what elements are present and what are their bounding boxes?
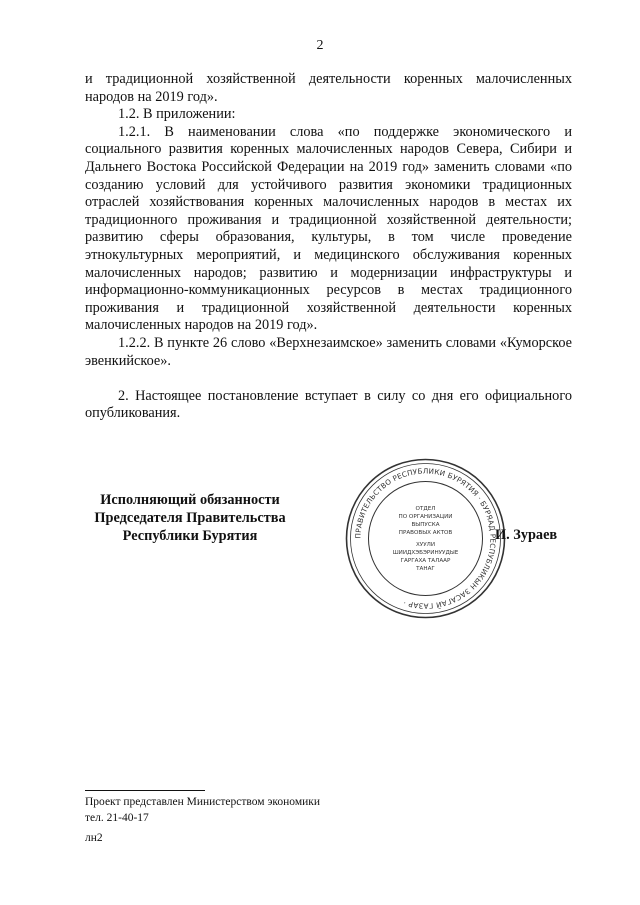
seal-inner-line: ШИИДХЭБЭРИНУУДЫЕ	[392, 550, 459, 556]
seal-inner-line: ПРАВОВЫХ АКТОВ	[398, 530, 453, 536]
seal-inner-line: ГАРГАХА ТАЛААР	[400, 558, 451, 564]
paragraph-continuation: и традиционной хозяйственной деятельности коренных малочисленных народов на 2019 год».	[85, 71, 572, 105]
seal-inner-line: ТАНАГ	[416, 566, 435, 572]
footnote-divider	[85, 790, 205, 791]
signatory-title-line: Исполняющий обязанности	[100, 492, 280, 508]
document-body	[85, 71, 572, 423]
paragraph-1-2-1: 1.2.1. В наименовании слова «по поддержке экономического и социального развития коренных малочисленных народов Севера, Сибири и Дальнего Востока Российской Федерации на 2019 год» заменить словами «по созданию условий для устойчивого развития экономики традиционных отраслей хозяйствования коренных малочисленных народов в местах их традиционного проживания и традиционной хозяйственной деятельности; развитию сферы образования, культуры, в том числе проведение этнокультурных мероприятий, и медицинского обслуживания коренных малочисленных народов; развитию и модернизации инфраструктуры и информационно-коммуникационных ресурсов в местах традиционного проживания и традиционной хозяйственной деятельности коренных малочисленных народов на 2019 год».	[85, 123, 572, 334]
official-seal	[343, 456, 508, 621]
signatory-name: И. Зураев	[495, 527, 558, 543]
paragraph-1-2: 1.2. В приложении:	[118, 106, 236, 123]
paragraph-1-2-2: 1.2.2. В пункте 26 слово «Верхнезаимское» заменить словами «Куморское эвенкийское».	[85, 334, 572, 369]
page-number: 2	[316, 38, 324, 53]
seal-inner-line: ХУУЛИ	[415, 542, 436, 548]
footnote-line: тел. 21-40-17	[85, 812, 149, 824]
file-code: лн2	[85, 832, 103, 844]
signatory-title-line: Председателя Правительства	[94, 509, 286, 526]
svg-text:ПРАВИТЕЛЬСТВО РЕСПУБЛИКИ БУРЯТ	[353, 466, 497, 610]
footnote-line: Проект представлен Министерством экономики	[85, 796, 321, 808]
seal-inner-line: ОТДЕЛ	[415, 506, 436, 512]
seal-inner-line: ПО ОРГАНИЗАЦИИ	[398, 514, 453, 520]
seal-ring-text: ПРАВИТЕЛЬСТВО РЕСПУБЛИКИ БУРЯТИЯ · БУРЯАД РЕСПУБЛИКЫН ЗАСАГАЙ ГАЗАР ·	[353, 466, 498, 611]
signatory-title	[70, 492, 310, 545]
seal-inner-line: ВЫПУСКА	[411, 522, 440, 528]
signatory-title-line: Республики Бурятия	[122, 527, 258, 544]
footnote	[85, 794, 320, 826]
paragraph-2: 2. Настоящее постановление вступает в силу со дня его официального опубликования.	[85, 387, 572, 422]
